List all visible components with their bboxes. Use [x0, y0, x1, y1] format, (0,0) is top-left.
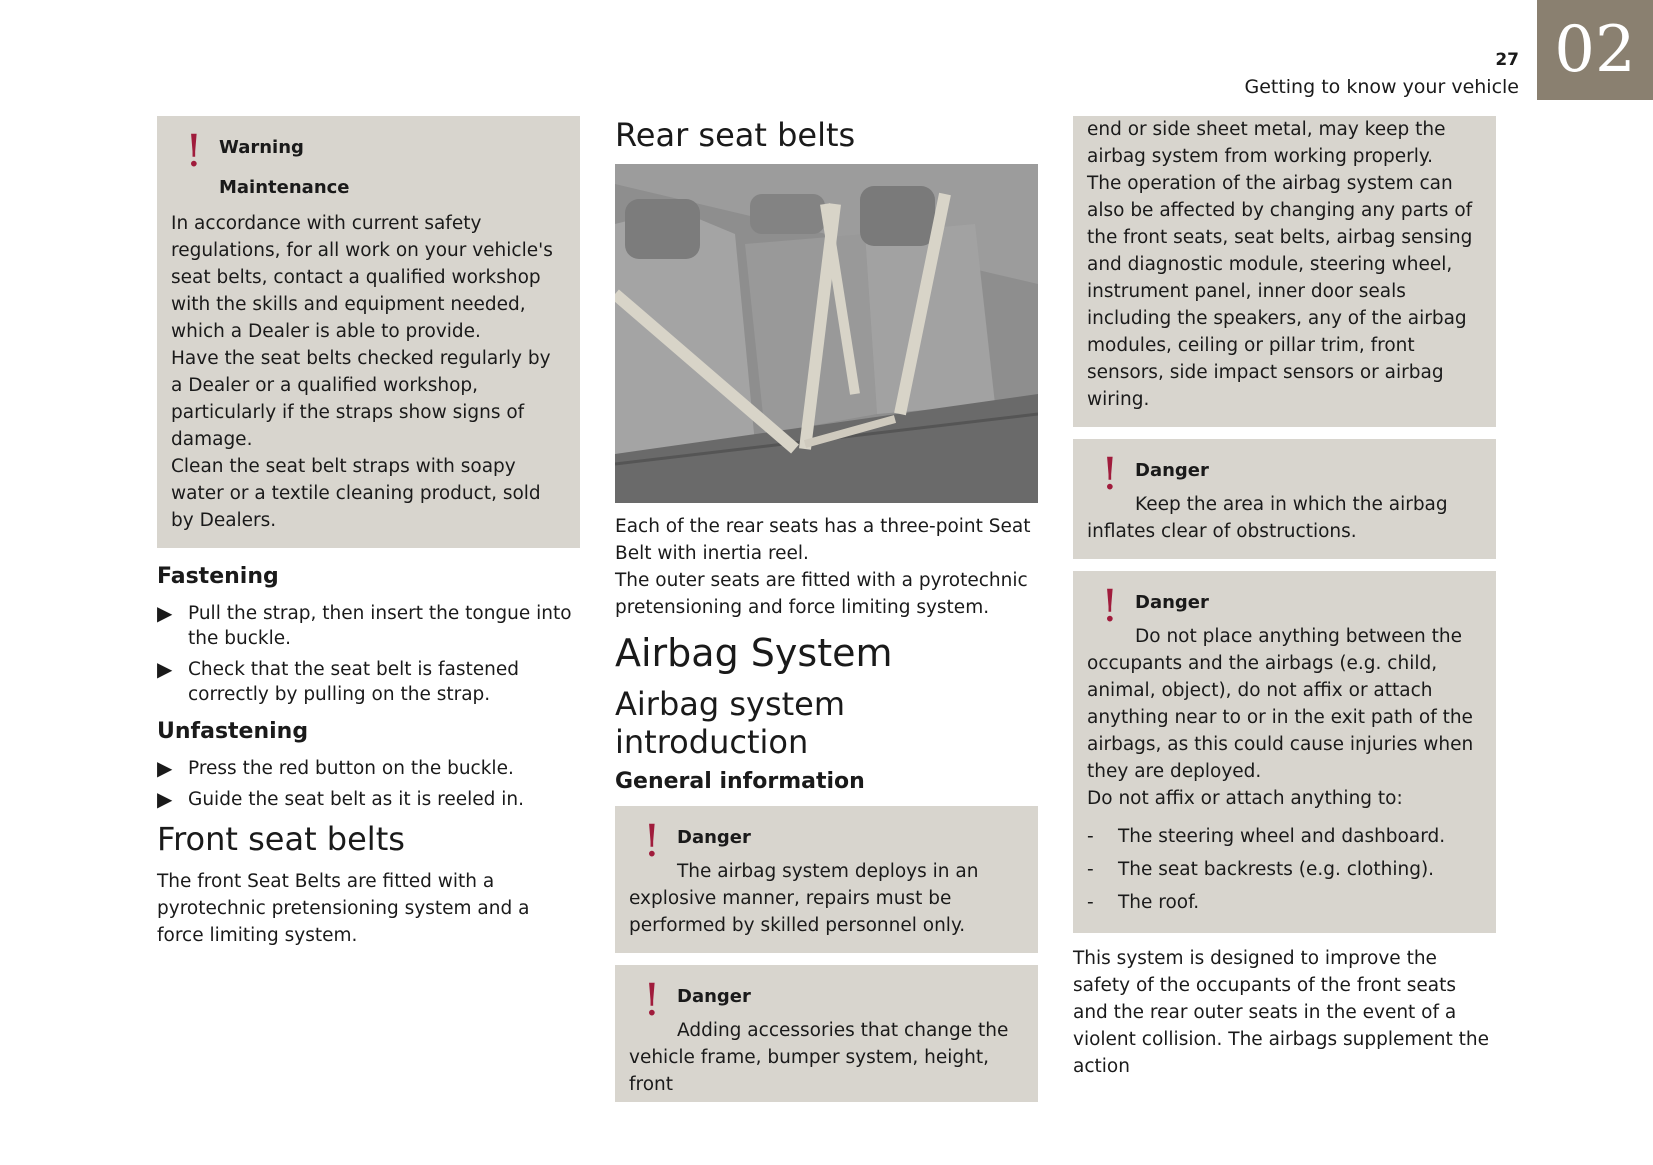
danger-title: Danger	[1135, 460, 1209, 481]
general-information-heading: General information	[615, 769, 865, 794]
unfastening-list	[157, 756, 580, 812]
arrow-icon: ▶	[157, 601, 173, 625]
danger-box	[615, 806, 1038, 953]
exclamation-icon: !	[643, 975, 661, 1026]
exclamation-icon: !	[185, 126, 203, 177]
danger-text-2: Do not affix or attach anything to:	[1087, 788, 1403, 809]
exclamation-icon: !	[1101, 449, 1119, 500]
danger-box	[1073, 571, 1496, 933]
danger-text: Adding accessories that change the vehicle frame, bumper system, height, front	[629, 1020, 1009, 1095]
danger-text: Keep the area in which the airbag inflates clear of obstructions.	[1087, 494, 1448, 542]
list-item: ▶ Guide the seat belt as it is reeled in.	[157, 787, 524, 811]
airbag-intro-heading: Airbag system introduction	[615, 685, 846, 761]
front-seat-belts-text: The front Seat Belts are fitted with a pyrotechnic pretensioning system and a force limiting system.	[157, 871, 530, 946]
column-1	[157, 116, 580, 949]
page-number: 27	[1495, 50, 1519, 70]
column-2	[615, 116, 1038, 1102]
danger-continued-text: end or side sheet metal, may keep the airbag system from working properly. The operation of the airbag system can also be affected by changing any parts of the front seats, seat belts, airbag sensing and diagnostic module, steering wheel, instrument panel, inner door seals including the speakers, any of the airbag modules, ceiling or pillar trim, front sensors, side impact sensors or airbag wiring.	[1087, 119, 1473, 410]
danger-title: Danger	[677, 827, 751, 848]
danger-continued-box	[1073, 116, 1496, 427]
closing-text: This system is designed to improve the safety of the occupants of the front seats and the rear outer seats in the event of a violent collision. The airbags supplement the action	[1073, 948, 1489, 1077]
rear-seat-belts-text: Each of the rear seats has a three-point Seat Belt with inertia reel. The outer seats are fitted with a pyrotechnic pretensioning and force limiting system.	[615, 516, 1031, 618]
arrow-icon: ▶	[157, 657, 173, 681]
rear-seat-belts-heading: Rear seat belts	[615, 116, 856, 154]
column-3	[1073, 116, 1496, 1080]
warning-subtitle: Maintenance	[219, 177, 350, 198]
warning-box	[157, 116, 580, 548]
list-item: - The steering wheel and dashboard.	[1087, 826, 1446, 847]
list-item: ▶ Press the red button on the buckle.	[157, 756, 514, 780]
arrow-icon: ▶	[157, 756, 173, 780]
arrow-icon: ▶	[157, 787, 173, 811]
exclamation-icon: !	[1101, 581, 1119, 632]
exclamation-icon: !	[643, 816, 661, 867]
danger-title: Danger	[677, 986, 751, 1007]
chapter-tab: 02	[1537, 0, 1653, 100]
section-title: Getting to know your vehicle	[1244, 76, 1519, 98]
danger-text: The airbag system deploys in an explosive manner, repairs must be performed by skilled personnel only.	[629, 861, 979, 936]
dash-list	[1087, 820, 1482, 919]
unfastening-heading: Unfastening	[157, 719, 309, 744]
danger-box	[1073, 439, 1496, 559]
rear-seat-illustration	[615, 164, 1038, 503]
warning-title: Warning	[219, 137, 304, 158]
danger-title: Danger	[1135, 592, 1209, 613]
front-seat-belts-heading: Front seat belts	[157, 820, 405, 858]
fastening-list	[157, 601, 580, 707]
list-item: ▶ Check that the seat belt is fastened correctly by pulling on the strap.	[157, 657, 520, 705]
warning-text: In accordance with current safety regulations, for all work on your vehicle's seat belts, contact a qualified workshop with the skills and equipment needed, which a Dealer is able to provide. Have the seat belts checked regularly by a Dealer or a qualified workshop, particularly if the straps show signs of damage. Clean the seat belt straps with soapy water or a textile cleaning product, sold by Dealers.	[171, 213, 553, 531]
danger-text: Do not place anything between the occupants and the airbags (e.g. child, animal, object), do not affix or attach anything near to or in the exit path of the airbags, as this could cause injuries when they are deployed.	[1087, 626, 1474, 782]
danger-box	[615, 965, 1038, 1102]
airbag-system-heading: Airbag System	[615, 631, 893, 675]
list-item: - The seat backrests (e.g. clothing).	[1087, 859, 1435, 880]
list-item: ▶ Pull the strap, then insert the tongue into the buckle.	[157, 601, 572, 649]
fastening-heading: Fastening	[157, 564, 279, 589]
list-item: - The roof.	[1087, 892, 1200, 913]
